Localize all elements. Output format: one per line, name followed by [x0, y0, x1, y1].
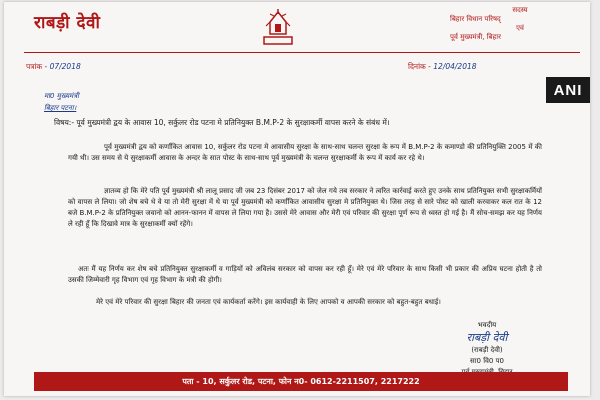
ani-watermark-logo: ANI	[546, 77, 590, 103]
body-paragraph: अतः मैं यह निर्णय कर शेष बचे प्रतिनियुक्त सुरक्षाकर्मी व गाड़ियों को अविलंब सरकार को वापस कर रही हूँ। मेरे एवं मेरे परिवार के साथ किसी भी प्रकार की अप्रिय घटना होती है तो उसकी जिम्मेवारी गृह विभाग एवं गृह विभाग के मंत्री की होगी।	[68, 265, 542, 284]
body-paragraph: ज्ञातव्य हो कि मेरे पति पूर्व मुख्यमंत्री श्री लालू प्रसाद जी जब 23 दिसंबर 2017 को जेल गये तब सरकार ने त्वरित कार्रवाई करते हुए उनके साथ प्रतिनियुक्त सभी सुरक्षाकर्मियों को वापस ले लिया। जो शेष बचे थे वे या तो मेरी सुरक्षा में थे या पूर्व मुख्यमंत्री को कर्णांकित आवासीय सुरक्षा मे प्रतिनियुक्त थे। जिस तरह से सारे पोस्ट को खाली करवाकर कल रात के 12 बजे B.M.P-2 के प्रतिनियुक्त जवानो को आनन-फानन में वापस ले लिया गया है। उससे मेरे आवास और मेरी एवं परिवार की सुरक्षा पूर्ण रूप से ध्वस्त हो गई है। मैं सोच-समझ कर यह निर्णय ले रही हूँ कि दिखावे मात्र के सुरक्षाकर्मी क्यों रहेंगे।	[68, 187, 542, 228]
address-line: बिहार पटना।	[44, 104, 77, 112]
letterhead-designation	[450, 6, 590, 42]
designation-line: पूर्व मुख्यमंत्री, बिहार	[450, 33, 501, 41]
closing: भवदीय	[477, 321, 497, 329]
footer-address-bar: पता - 10, सर्कुलर रोड, पटना, फोन न0- 0612-2211507, 2217222	[34, 372, 568, 391]
designation-line: सदस्य	[512, 6, 528, 14]
handwritten-signature: राबड़ी देवी	[466, 331, 508, 344]
recipient-address	[44, 90, 79, 114]
reference-number: पत्रांक - 07/2018	[26, 62, 81, 71]
lantern-emblem-icon	[260, 8, 296, 46]
letterhead-name: राबड़ी देवी	[34, 13, 101, 33]
letter-sheet	[4, 2, 590, 396]
reference-value: 07/2018	[49, 62, 81, 71]
signature-block	[422, 320, 552, 378]
designation-line: एवं	[516, 24, 524, 32]
body-paragraph: मेरे एवं मेरे परिवार की सुरक्षा बिहार की जनता एवं कार्यकर्ता करेंगे। इस कार्यवाही के लिए आपको व आपकी सरकार को बहुत-बहुत बधाई।	[96, 298, 441, 306]
designation-line: बिहार विधान परिषद्	[450, 15, 501, 23]
signer-name: (राबड़ी देवी)	[471, 346, 503, 354]
letter-date: दिनांक - 12/04/2018	[408, 62, 477, 71]
letter-subject: विषय:- पूर्व मुख्यमंत्री द्वय के आवास 10, सर्कुलर रोड पटना मे प्रतिनियुक्त B.M.P-2 के सुरक्षाकर्मी वापस करने के संबंध में।	[54, 118, 390, 127]
header-divider	[24, 52, 580, 53]
date-label: दिनांक	[408, 62, 426, 71]
address-line: मा0 मुख्यमंत्री	[44, 92, 79, 100]
body-paragraph: पूर्व मुख्यमंत्री द्वय को कर्णांकित आवास 10, सर्कुलर रोड पटना मे आवासीय सुरक्षा के साथ-साथ चलन्त सुरक्षा के रूप में B.M.P-2 के कमाण्डो की प्रतिनियुक्ति 2005 में की गयी थी। उस समय से ये सुरक्षाकर्मी आवास के अन्दर के सात पोस्ट के साथ-साथ पूर्व मुख्यमंत्री के चलन्त सुरक्षाकर्मी के रूप में कार्य कर रहे थे।	[68, 143, 542, 162]
signer-title: सा0 वि0 प0	[469, 357, 505, 365]
reference-label: पत्रांक	[26, 62, 43, 71]
date-value: 12/04/2018	[433, 62, 477, 71]
